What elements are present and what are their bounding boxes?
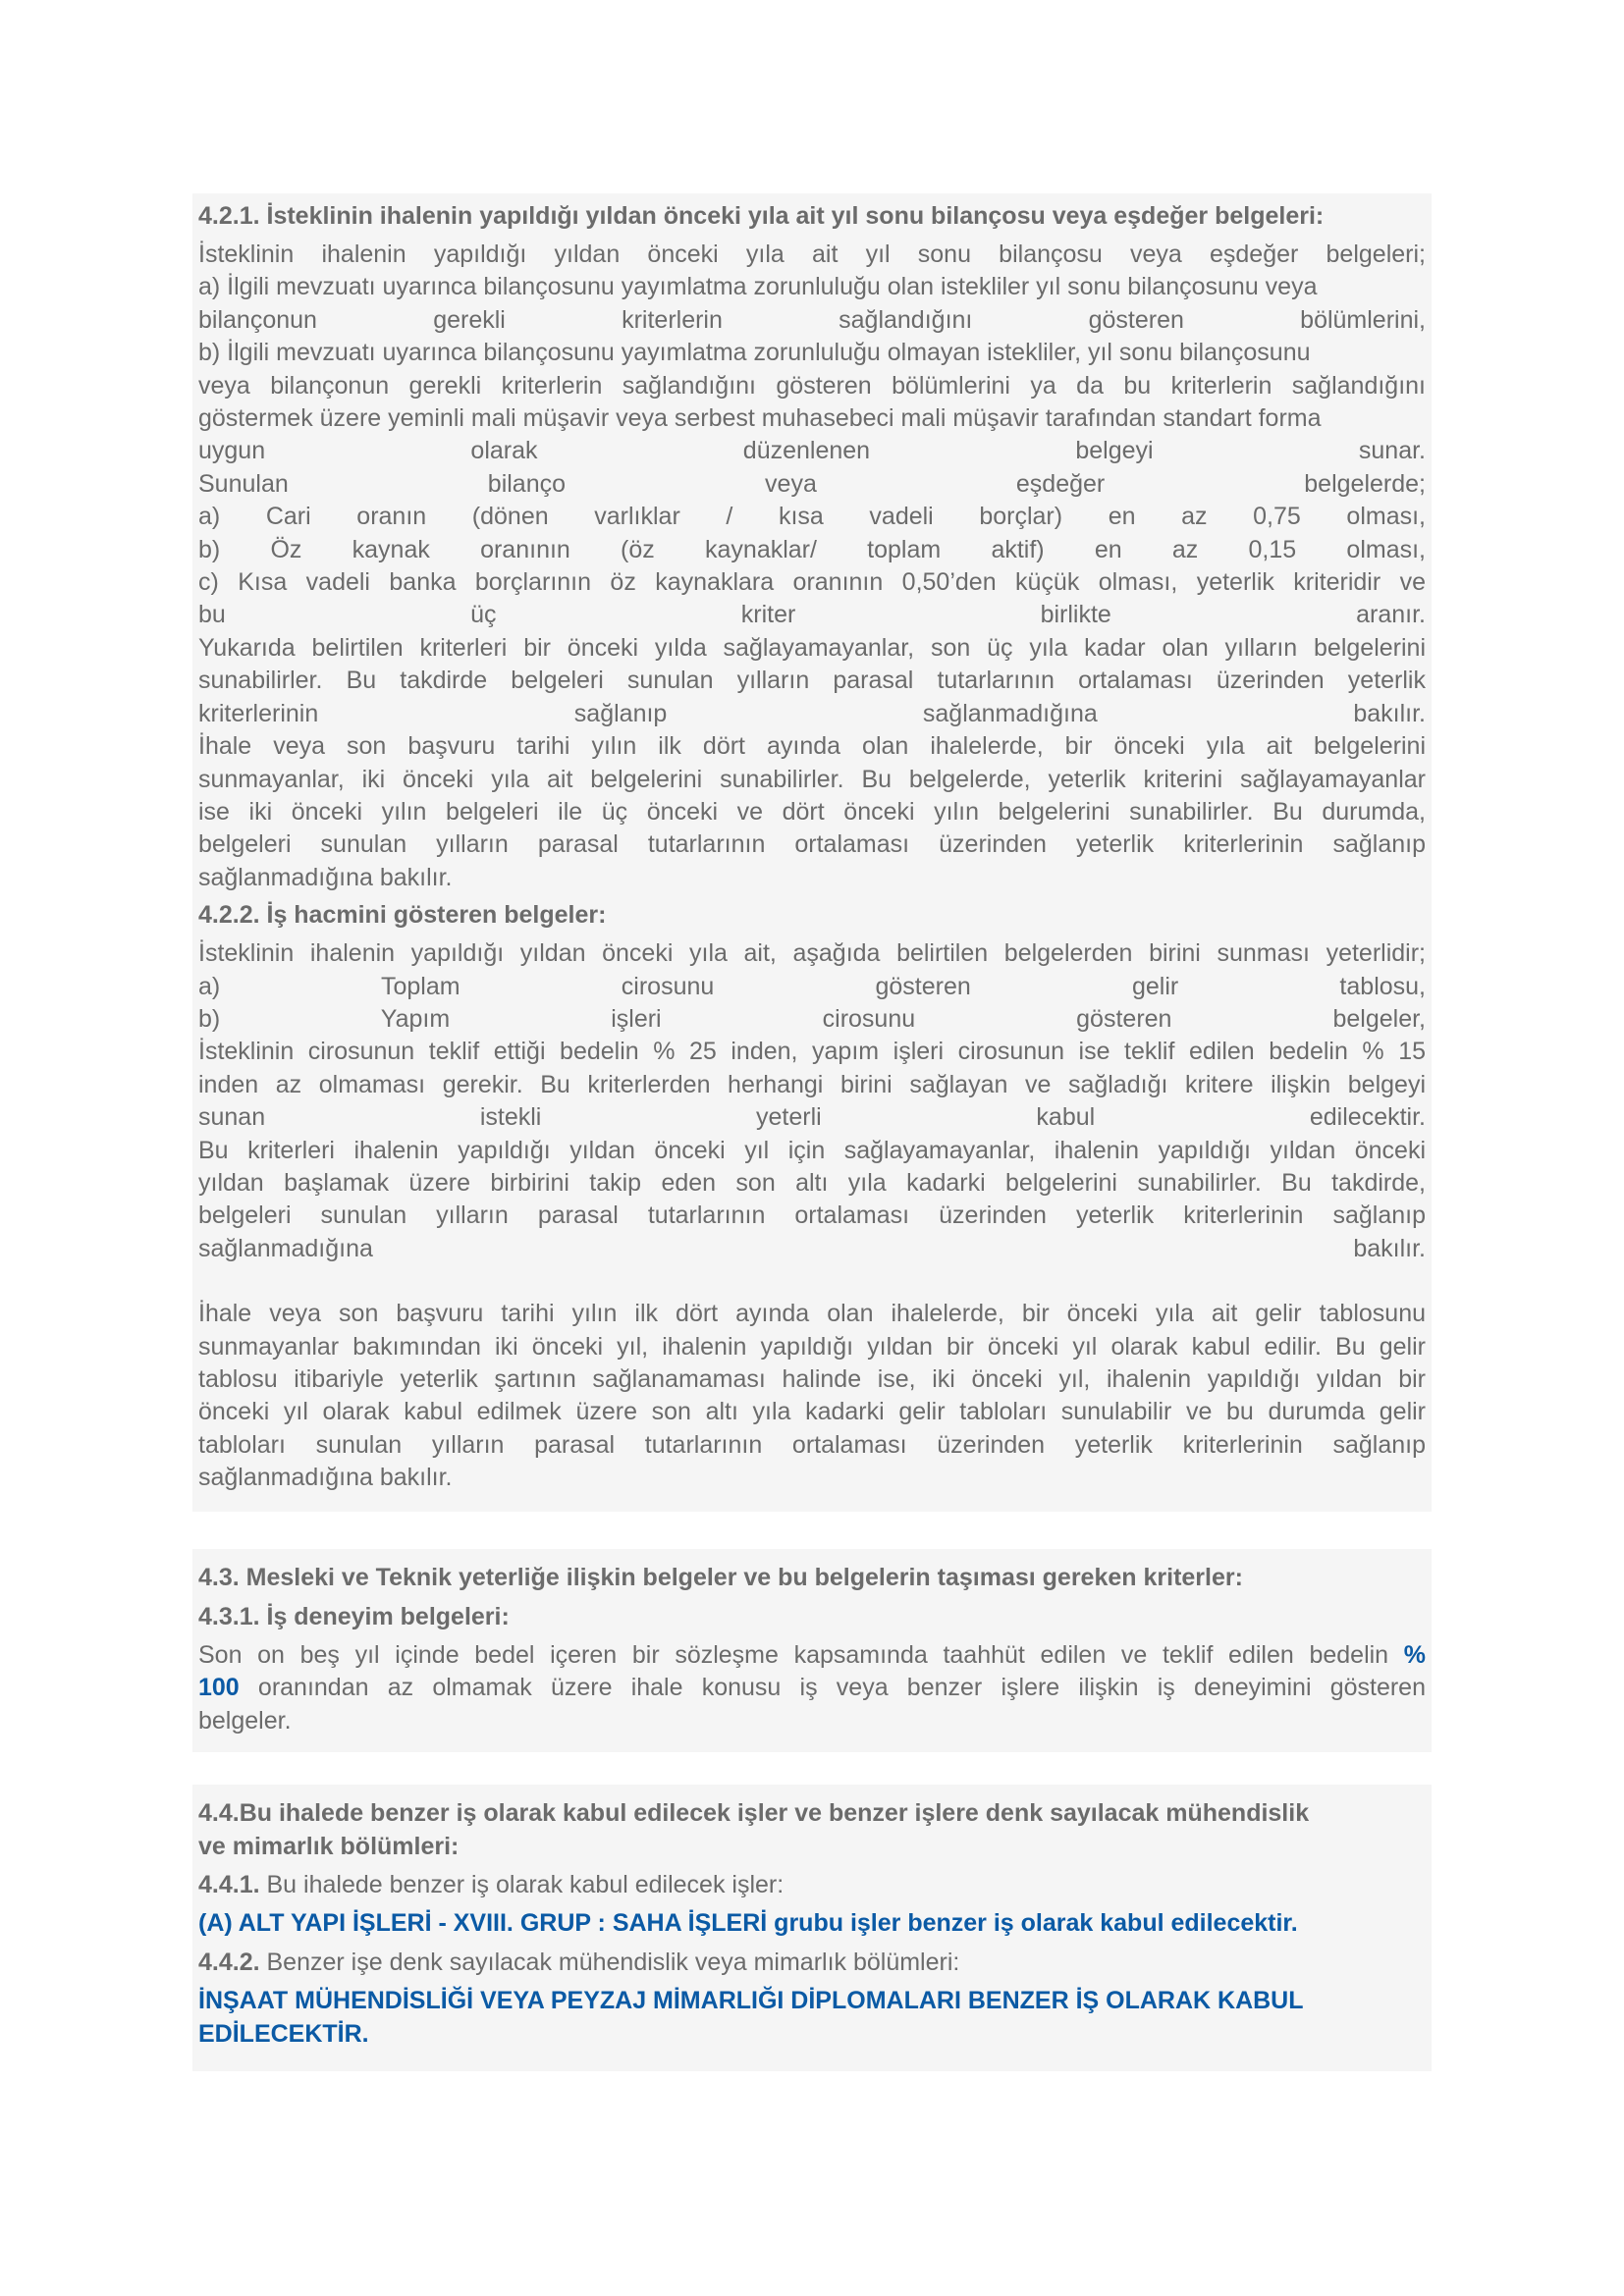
- text-line: ise iki önceki yılın belgeleri ile üç önceki ve dört önceki yılın belgelerini sunabilirler. Bu durumda,: [198, 797, 1426, 826]
- text-line: veya bilançonun gerekli kriterlerin sağlandığını gösteren bölümlerini ya da bu kriterlerin sağlandığını: [198, 371, 1426, 400]
- text-line: inden az olmaması gerekir. Bu kriterlerden herhangi birini sağlayan ve sağladığı kritere ilişkin belgeyi: [198, 1070, 1426, 1098]
- text-line: Yukarıda belirtilen kriterleri bir önceki yılda sağlayamayanlar, son üç yıla kadar olan yılların belgelerini: [198, 633, 1426, 662]
- paragraph-4-2-1: [198, 239, 1426, 894]
- spacer: [198, 1265, 1426, 1298]
- text-line: sağlanmadığına bakılır.: [198, 863, 453, 891]
- item-4-4-1: 4.4.1. Bu ihalede benzer iş olarak kabul edilecek işler:: [198, 1871, 785, 1898]
- heading-4-2-2: 4.2.2. İş hacmini gösteren belgeler:: [198, 901, 607, 930]
- text-line: yıldan başlamak üzere birbirini takip eden son altı yıla kadarki belgelerini sunabilirler. Bu takdirde,: [198, 1168, 1426, 1197]
- text-line: sunan istekli yeterli kabul edilecektir.: [198, 1103, 1426, 1132]
- heading-4-3-1: 4.3.1. İş deneyim belgeleri:: [198, 1603, 510, 1630]
- paragraph-4-2-2-continued: [198, 1298, 1426, 1494]
- text-line: tablosu itibariyle yeterlik şartının sağlanamaması halinde ise, iki önceki yıl, ihalenin yapıldığı yıldan bir: [198, 1365, 1426, 1393]
- text-line: Son on beş yıl içinde bedel içeren bir sözleşme kapsamında taahhüt edilen ve teklif edilen bedelin %: [198, 1641, 1426, 1669]
- paragraph-4-3-1: [198, 1639, 1426, 1737]
- text-line: uygun olarak düzenlenen belgeyi sunar.: [198, 437, 1426, 465]
- section-similar-works: [192, 1785, 1432, 2071]
- text-line: c) Kısa vadeli banka borçlarının öz kaynaklara oranının 0,50’den küçük olması, yeterlik kriteridir ve: [198, 568, 1426, 597]
- heading-4-3: 4.3. Mesleki ve Teknik yeterliğe ilişkin belgeler ve bu belgelerin taşıması gereken kriterler:: [198, 1564, 1243, 1591]
- text-line: belgeler.: [198, 1706, 292, 1735]
- heading-4-2-1: 4.2.1. İsteklinin ihalenin yapıldığı yıldan önceki yıla ait yıl sonu bilançosu veya eşdeğer belgeleri:: [198, 202, 1325, 230]
- text-line: belgeleri sunulan yılların parasal tutarlarının ortalaması üzerinden yeterlik kriterlerinin sağlanıp: [198, 1201, 1426, 1230]
- text-line: İhale veya son başvuru tarihi yılın ilk dört ayında olan ihalelerde, bir önceki yıla ait gelir tablosunu: [198, 1300, 1426, 1328]
- text-line: sunmayanlar, iki önceki yıla ait belgelerini sunabilirler. Bu belgelerde, yeterlik kriterini sağlayamayanlar: [198, 765, 1426, 793]
- text-line: b) Yapım işleri cirosunu gösteren belgeler,: [198, 1004, 1426, 1033]
- paragraph-4-2-2: [198, 937, 1426, 1265]
- text-line: belgeleri sunulan yılların parasal tutarlarının ortalaması üzerinden yeterlik kriterlerinin sağlanıp: [198, 830, 1426, 859]
- text-line: sunmayanlar bakımından iki önceki yıl, ihalenin yapıldığı yıldan bir önceki yıl olarak kabul edilir. Bu gelir: [198, 1332, 1426, 1361]
- text-line: a) Toplam cirosunu gösteren gelir tablosu,: [198, 972, 1426, 1000]
- text-line: Bu kriterleri ihalenin yapıldığı yıldan önceki yıl için sağlayamayanlar, ihalenin yapıldığı yıldan önceki: [198, 1136, 1426, 1164]
- text-line: kriterlerinin sağlanıp sağlanmadığına bakılır.: [198, 699, 1426, 727]
- section-professional-technical: [192, 1549, 1432, 1752]
- percent-value: 100: [198, 1674, 240, 1702]
- equivalent-diploma-value: İNŞAAT MÜHENDİSLİĞİ VEYA PEYZAJ MİMARLIĞI DİPLOMALARI BENZER İŞ OLARAK KABUL EDİLECEKTİR.: [198, 1987, 1304, 2048]
- text-line: İsteklinin ihalenin yapıldığı yıldan önceki yıla ait yıl sonu bilançosu veya eşdeğer belgeleri;: [198, 240, 1426, 268]
- text-line: sunabilirler. Bu takdirde belgeleri sunulan yılların parasal tutarlarının ortalaması üzerinden yeterlik: [198, 667, 1426, 695]
- text-line: bilançonun gerekli kriterlerin sağlandığını gösteren bölümlerini,: [198, 305, 1426, 334]
- heading-4-4: 4.4.Bu ihalede benzer iş olarak kabul edilecek işler ve benzer işlere denk sayılacak mühendislik ve mimarlık bölümleri:: [198, 1799, 1310, 1860]
- text-line: İsteklinin cirosunun teklif ettiği bedelin % 25 inden, yapım işleri cirosunun ise teklif edilen bedelin % 15: [198, 1038, 1426, 1066]
- text-line: sağlanmadığına bakılır.: [198, 1234, 1426, 1262]
- text-line: İhale veya son başvuru tarihi yılın ilk dört ayında olan ihalelerde, bir önceki yıla ait belgelerini: [198, 732, 1426, 761]
- text-line: sağlanmadığına bakılır.: [198, 1464, 453, 1492]
- text-line: 100 oranından az olmamak üzere ihale konusu iş veya benzer işlere ilişkin iş deneyimini gösteren: [198, 1674, 1426, 1702]
- text-line: b) Öz kaynak oranının (öz kaynaklar/ toplam aktif) en az 0,15 olması,: [198, 535, 1426, 563]
- percent-sign: %: [1403, 1641, 1426, 1669]
- text-line: tabloları sunulan yılların parasal tutarlarının ortalaması üzerinden yeterlik kriterlerinin sağlanıp: [198, 1430, 1426, 1459]
- text-line: a) İlgili mevzuatı uyarınca bilançosunu yayımlatma zorunluluğu olan istekliler yıl sonu bilançosunu veya: [198, 273, 1318, 301]
- text-line: b) İlgili mevzuatı uyarınca bilançosunu yayımlatma zorunluluğu olmayan istekliler, yıl sonu bilançosunu: [198, 339, 1311, 367]
- similar-work-value: (A) ALT YAPI İŞLERİ - XVIII. GRUP : SAHA İŞLERİ grubu işler benzer iş olarak kabul edilecektir.: [198, 1909, 1298, 1938]
- text-line: göstermek üzere yeminli mali müşavir veya serbest muhasebeci mali müşavir tarafından standart forma: [198, 404, 1322, 433]
- item-4-4-2: 4.4.2. Benzer işe denk sayılacak mühendislik veya mimarlık bölümleri:: [198, 1948, 960, 1976]
- text-line: önceki yıl olarak kabul edilmek üzere son altı yıla kadarki gelir tabloları sunulabilir ve bu durumda gelir: [198, 1398, 1426, 1426]
- section-financial-documents: [192, 193, 1432, 1512]
- text-line: İsteklinin ihalenin yapıldığı yıldan önceki yıla ait, aşağıda belirtilen belgelerden birini sunması yeterlidir;: [198, 939, 1426, 968]
- text-line: Sunulan bilanço veya eşdeğer belgelerde;: [198, 469, 1426, 498]
- text-line: a) Cari oranın (dönen varlıklar / kısa vadeli borçlar) en az 0,75 olması,: [198, 503, 1426, 531]
- text-line: bu üç kriter birlikte aranır.: [198, 601, 1426, 629]
